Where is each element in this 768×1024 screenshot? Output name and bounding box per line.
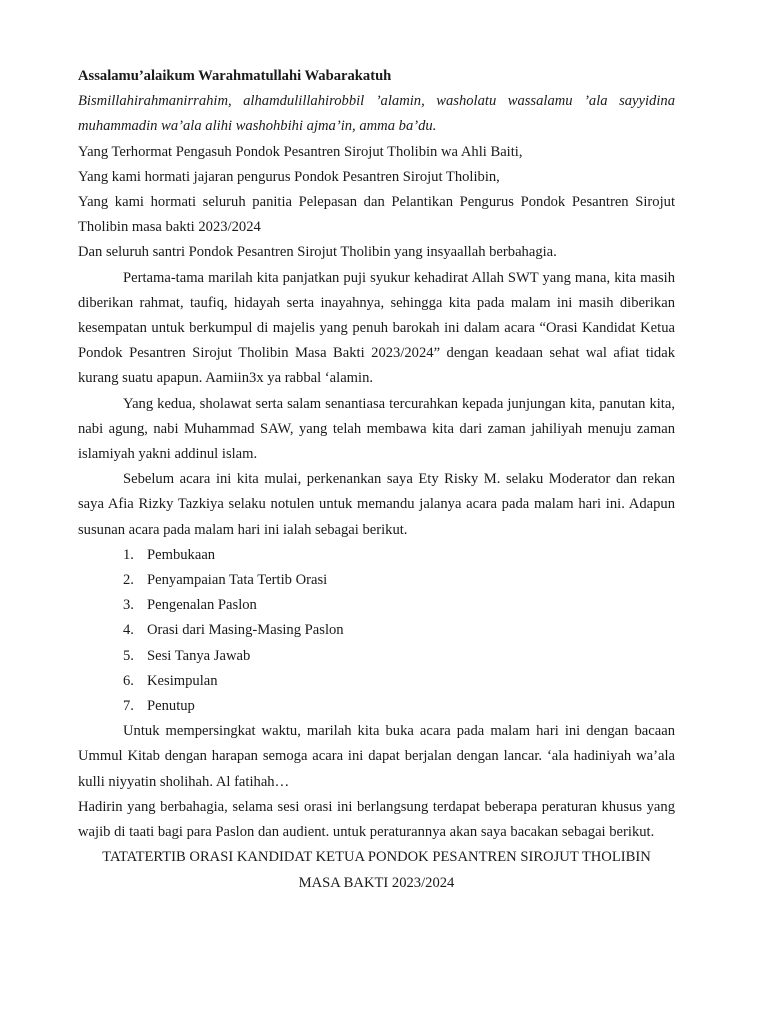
salutation-2: Yang kami hormati jajaran pengurus Pondok Pesantren Sirojut Tholibin, (78, 168, 500, 185)
agenda-item-text: Orasi dari Masing-Masing Paslon (147, 622, 344, 639)
paragraph-introduction: Sebelum acara ini kita mulai, perkenankan saya Ety Risky M. selaku Moderator dan rekan saya Afia Rizky Tazkiya selaku notulen untuk memandu jalanya acara pada malam hari ini. Adapun susunan acara pada malam hari ini ialah sebagai berikut. (78, 471, 675, 538)
agenda-item-number: 3. (123, 597, 134, 614)
agenda-item-number: 5. (123, 647, 134, 664)
agenda-item-text: Pembukaan (147, 546, 216, 563)
document-page (78, 64, 675, 896)
agenda-item-text: Kesimpulan (147, 672, 218, 689)
agenda-item (78, 568, 675, 593)
agenda-item-number: 2. (123, 572, 134, 589)
agenda-item (78, 669, 675, 694)
rules-heading-line-1: TATATERTIB ORASI KANDIDAT KETUA PONDOK PESANTREN SIROJUT THOLIBIN (102, 849, 651, 866)
agenda-item-number: 7. (123, 698, 134, 715)
agenda-item-number: 4. (123, 622, 134, 639)
agenda-item-text: Penutup (147, 698, 195, 715)
agenda-item (78, 593, 675, 618)
agenda-item-text: Pengenalan Paslon (147, 597, 257, 614)
paragraph-sholawat: Yang kedua, sholawat serta salam senantiasa tercurahkan kepada junjungan kita, panutan kita, nabi agung, nabi Muhammad SAW, yang telah membawa kita dari zaman jahiliyah menuju zaman islamiyah yakni addinul islam. (78, 395, 675, 463)
agenda-item-number: 1. (123, 546, 134, 563)
agenda-list (78, 543, 675, 719)
paragraph-opening-prayer: Untuk mempersingkat waktu, marilah kita buka acara pada malam hari ini dengan bacaan Ummul Kitab dengan harapan semoga acara ini dapat berjalan dengan lancar. ‘ala hadiniyah wa’ala kulli niyyatin sholihah. Al fatihah… (78, 723, 675, 790)
paragraph-gratitude: Pertama-tama marilah kita panjatkan puji syukur kehadirat Allah SWT yang mana, kita masih diberikan rahmat, taufiq, hidayah serta inayahnya, sehingga kita pada malam ini masih diberikan kesempatan untuk berkumpul di majelis yang penuh barokah ini dalam acara “Orasi Kandidat Ketua Pondok Pesantren Sirojut Tholibin Masa Bakti 2023/2024” dengan keadaan sehat wal afiat tidak kurang suatu apapun. Aamiin3x ya rabbal ‘alamin. (78, 269, 675, 387)
salutation-1: Yang Terhormat Pengasuh Pondok Pesantren Sirojut Tholibin wa Ahli Baiti, (78, 143, 523, 160)
salutation-3: Yang kami hormati seluruh panitia Pelepasan dan Pelantikan Pengurus Pondok Pesantren Sirojut Tholibin masa bakti 2023/2024 (78, 194, 675, 236)
agenda-item (78, 694, 675, 719)
greeting: Assalamu’alaikum Warahmatullahi Wabarakatuh (78, 68, 392, 84)
agenda-item (78, 543, 675, 568)
agenda-item-number: 6. (123, 672, 134, 689)
paragraph-rules-intro: Hadirin yang berbahagia, selama sesi orasi ini berlangsung terdapat beberapa peraturan khusus yang wajib di taati bagi para Paslon dan audient. untuk peraturannya akan saya bacakan sebagai berikut. (78, 798, 675, 841)
opening-prayer: Bismillahirahmanirrahim, alhamdulillahirobbil ’alamin, washolatu wassalamu ’ala sayyidina muhammadin wa’ala alihi washohbihi ajma’in, amma ba’du. (78, 93, 675, 135)
agenda-item (78, 618, 675, 643)
agenda-item (78, 644, 675, 669)
salutation-4: Dan seluruh santri Pondok Pesantren Sirojut Tholibin yang insyaallah berbahagia. (78, 244, 557, 261)
agenda-item-text: Penyampaian Tata Tertib Orasi (147, 572, 328, 589)
agenda-item-text: Sesi Tanya Jawab (147, 647, 251, 664)
rules-heading-line-2: MASA BAKTI 2023/2024 (298, 874, 455, 891)
